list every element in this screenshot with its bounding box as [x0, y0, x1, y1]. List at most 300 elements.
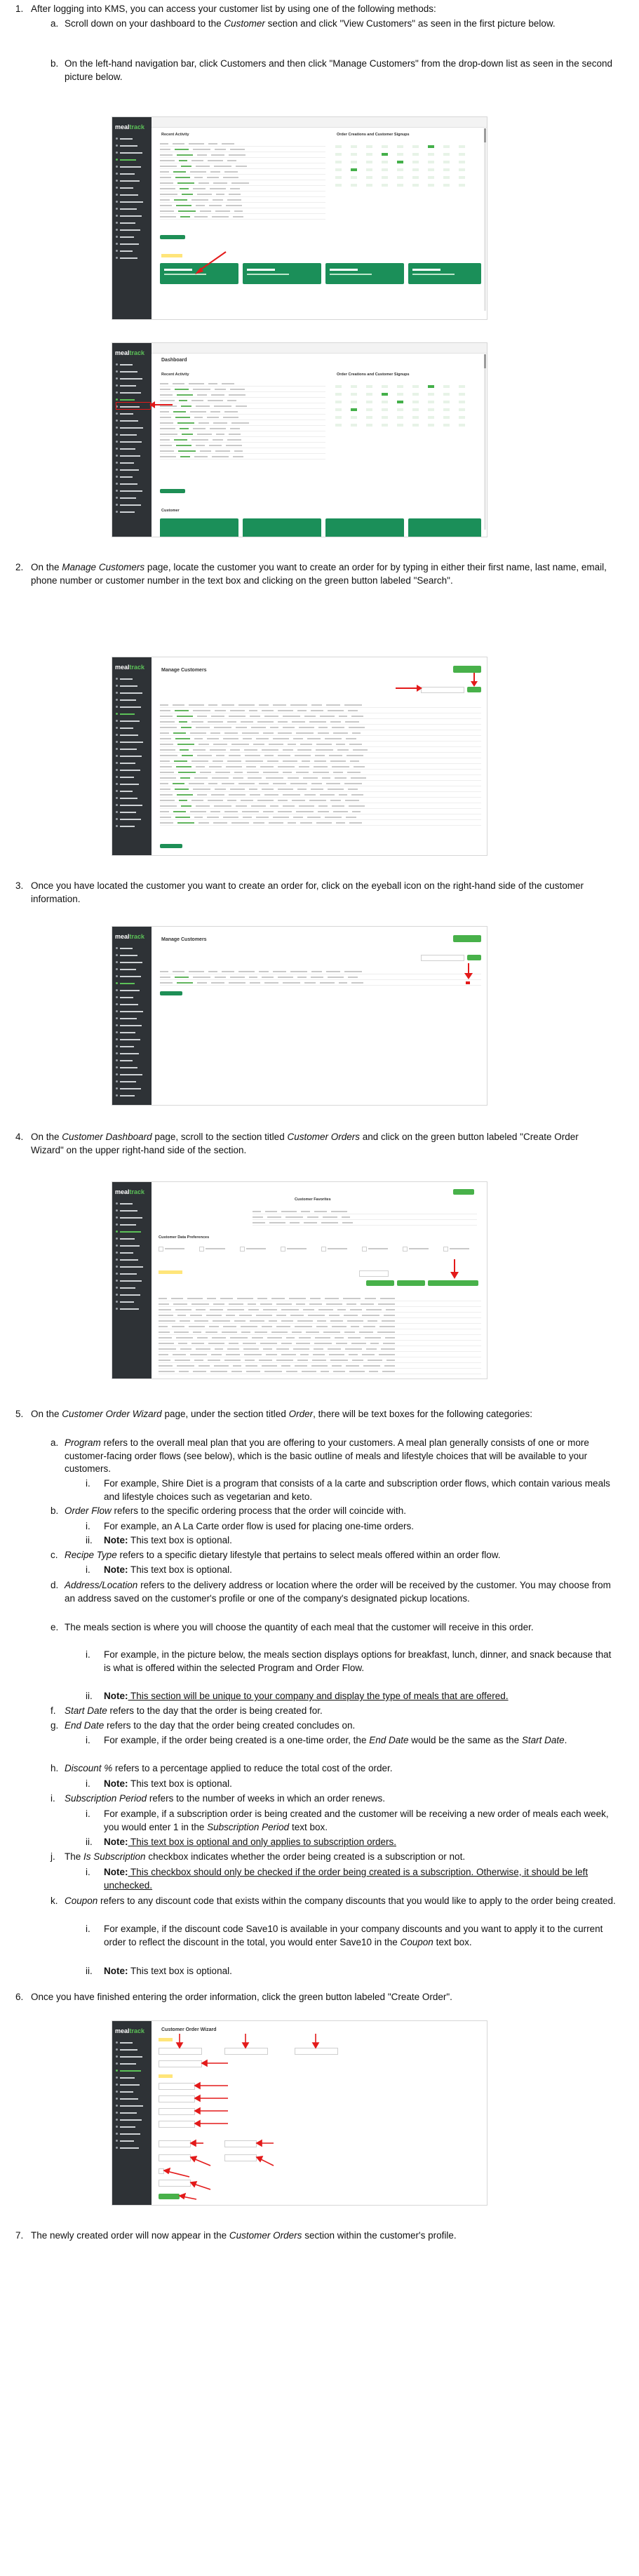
calendar-cell [351, 408, 357, 411]
table-row [159, 1301, 481, 1307]
calendar-cell [443, 176, 450, 179]
calendar-cell [397, 145, 403, 148]
table-row [160, 203, 325, 208]
sidebar-item[interactable] [116, 213, 148, 219]
sidebar [112, 343, 152, 537]
sidebar-item[interactable] [116, 746, 148, 752]
table-row [159, 1324, 481, 1329]
calendar-cell [459, 161, 465, 163]
calendar-cell [382, 385, 388, 388]
sidebar-item[interactable] [116, 502, 148, 508]
calendar-cell [366, 393, 372, 396]
sidebar-item[interactable] [116, 481, 148, 487]
red-arrows-icon [112, 2021, 487, 2205]
table-row [160, 214, 325, 220]
sidebar-item[interactable] [116, 1299, 148, 1305]
table-row [160, 809, 481, 814]
red-arrow-icon [462, 962, 476, 981]
manage-customers-highlight [116, 402, 151, 410]
preference-checkbox[interactable] [443, 1247, 448, 1252]
calendar-cell [459, 153, 465, 156]
table-row [253, 1214, 477, 1220]
export-button[interactable] [160, 844, 182, 848]
sidebar-item[interactable] [116, 1292, 148, 1298]
sidebar-item[interactable] [116, 676, 148, 682]
table-row [159, 1341, 481, 1346]
table-row [160, 426, 325, 431]
sidebar-item[interactable] [116, 1221, 148, 1228]
create-order-wizard-button[interactable] [428, 1280, 478, 1286]
calendar-cell [366, 424, 372, 427]
customer-meals-card[interactable] [325, 518, 404, 537]
sidebar-item[interactable] [116, 725, 148, 731]
logo: mealtrack [115, 933, 145, 940]
calendar-cell [366, 401, 372, 403]
sidebar-item[interactable] [116, 1256, 148, 1263]
table-row [160, 753, 481, 758]
sidebar-item[interactable] [116, 690, 148, 696]
calendar-cell [382, 408, 388, 411]
table-row [159, 1335, 481, 1341]
calendar-cell [443, 385, 450, 388]
sidebar-item[interactable] [116, 1092, 148, 1099]
calendar-cell [366, 153, 372, 156]
eye-icon[interactable] [466, 981, 470, 984]
sidebar-item[interactable] [116, 156, 148, 163]
calendar-cell [366, 161, 372, 163]
calendar-cell [412, 424, 419, 427]
sidebar-item[interactable] [116, 1214, 148, 1221]
sidebar-item[interactable] [116, 753, 148, 759]
sidebar-item[interactable] [116, 1078, 148, 1085]
sidebar-item[interactable] [116, 255, 148, 261]
preference-label [165, 1248, 184, 1249]
calendar-cell [382, 184, 388, 187]
sidebar-item[interactable] [116, 248, 148, 254]
calendar-cell [459, 393, 465, 396]
calendar-cell [443, 393, 450, 396]
dashboard-screenshot [112, 116, 487, 320]
table-row [253, 1209, 477, 1214]
sidebar-item[interactable] [116, 959, 148, 965]
sidebar-item[interactable] [116, 802, 148, 808]
preference-checkbox[interactable] [240, 1247, 245, 1252]
calendar-cell [412, 184, 419, 187]
calendar-cell [366, 168, 372, 171]
sidebar-item[interactable] [116, 795, 148, 801]
calendar-cell [382, 416, 388, 419]
sidebar-item[interactable] [116, 375, 148, 382]
red-arrow-icon [189, 249, 231, 277]
calendar-cell [397, 385, 403, 388]
calendar-cell [428, 385, 434, 388]
sidebar [112, 117, 152, 319]
document-page: 1. After logging into KMS, you can access your customer list by using one of the following methods: a. Scroll down on your dashboard to the Customer section and click "View Customers" as seen in the first picture below. b. On the left-hand navigation bar, click Customers and then click "Manage Customers" from the drop-down list as seen in the second picture below. mealtrack Recent Activity Order Creations and Customer Signups mealtrack Dashboard Recent Activity Order Creations and Customer Signups Customer 2. On the Manage Customers page, locate the customer you want to create an order for by typing in either their first name, last name, email, phone number or customer number in the text box and clicking on the green button labeled "Search". mealtrack Manage Customers 3. Once you have located the customer you want to create an order for, click on the eyeball icon on the right-hand side of the customer information. mealtrack Manage Customers 4. On the Customer Dashboard page, scroll to the section titled Customer Orders and click on the green button labeled "Create Order Wizard" on the upper right-hand side of the section. mealtrack Customer Favorites Customer Data Preferences 5. On the Customer Order Wizard page, under the section titled Order, there will be text boxes for the following categories: a. Program refers to the overall meal plan that you are offering to your customers. A meal plan generally consists of one or more customer-facing order flows (see below), which is the basic outline of meals and lifestyle choices that will be available to your customers. i. For example, Shire Diet is a program that consists of a la carte and subscription order flows, which contain various meals and lifestyle choices such as vegetarian and keto. b. Order Flow refers to the specific ordering process that the order will coincide with. i. For example, an A La Carte order flow is used for placing one-time orders. ii. Note: This text box is optional. c. Recipe Type refers to a specific dietary lifestyle that pertains to select meals offered within an order flow. i. Note: This text box is optional. d. Address/Location refers to the delivery address or location where the order will be received by the customer. You may choose from an address saved on the customer's profile or one of the company's designated pickup locations. e. The meals section is where you will choose the quantity of each meal that the customer will receive in this order. i. For example, in the picture below, the meals section displays options for breakfast, lunch, dinner, and snack because that is what is offered within the selected Program and Order Flow. ii. Note: This section will be unique to your company and display the type of meals that are offered. f. Start Date refers to the day that the order is being created for. g. End Date refers to the day that the order being created concludes on. i. For example, if the order being created is a one-time order, the End Date would be the same as the Start Date. h. Discount % refers to a percentage applied to reduce the total cost of the order. i. Note: This text box is optional. i. Subscription Period refers to the number of weeks in which an order renews. i. For example, if a subscription order is being created and the customer will be receiving a new order of meals each week, you would enter 1 in the Subscription Period text box. ii. Note: This text box is optional and only applies to subscription orders. j. The Is Subscription checkbox indicates whether the order being created is a subscription or not. i. Note: This checkbox should only be checked if the order being created is a subscription. Otherwise, it should be left unchecked. k. Coupon refers to any discount code that exists within the company discounts that you would like to apply to the order being created. i. For example, if the discount code Save10 is available in your company discounts and you want to apply it to the current order to reflect the discount in the total, you would enter Save10 in the Coupon text box. ii. Note: This text box is optional. 6. Once you have finished entering the order information, click the green button labeled "Create Order". mealtrack Customer Order Wizard 7. The newly created order will now appear in the Customer Orders section within the customer's profile. [15, 4, 616, 2241]
sidebar-item[interactable] [116, 1043, 148, 1049]
sidebar-item[interactable] [116, 697, 148, 703]
sidebar-item[interactable] [116, 1064, 148, 1071]
top-bar [152, 117, 487, 128]
calendar-cell [459, 401, 465, 403]
sidebar-item[interactable] [116, 417, 148, 424]
sidebar-item[interactable] [116, 368, 148, 375]
table-row [160, 403, 325, 409]
table-row [160, 775, 481, 781]
order-wizard-screenshot [112, 2020, 487, 2206]
sidebar-item[interactable] [116, 206, 148, 212]
red-arrow-icon [448, 1258, 462, 1280]
preference-checkbox[interactable] [403, 1247, 408, 1252]
sidebar-item[interactable] [116, 952, 148, 958]
sidebar-item[interactable] [116, 410, 148, 417]
sidebar-item[interactable] [116, 980, 148, 986]
sidebar-item[interactable] [116, 234, 148, 240]
calendar-cell [412, 401, 419, 403]
calendar-cell [397, 393, 403, 396]
calendar-cell [443, 153, 450, 156]
table-row [160, 736, 481, 742]
table-row [159, 1296, 481, 1301]
sidebar-item[interactable] [116, 1001, 148, 1007]
sidebar-item[interactable] [116, 452, 148, 459]
table-row [160, 381, 325, 387]
table-row [160, 764, 481, 770]
calendar-cell [335, 184, 342, 187]
preference-label [368, 1248, 388, 1249]
calendar-cell [412, 385, 419, 388]
search-button[interactable] [467, 955, 481, 960]
sidebar-item[interactable] [116, 509, 148, 515]
table-row [160, 158, 325, 163]
sidebar-item[interactable] [116, 220, 148, 226]
sidebar-item[interactable] [116, 1071, 148, 1078]
sidebar-item[interactable] [116, 1249, 148, 1256]
sidebar-item[interactable] [116, 767, 148, 773]
calendar-cell [443, 168, 450, 171]
new-customer-card[interactable] [243, 263, 321, 284]
table-row [160, 725, 481, 730]
calendar-cell [366, 176, 372, 179]
sidebar [112, 1182, 152, 1378]
customer-data-preferences-title: Customer Data Preferences [159, 1235, 210, 1240]
new-customer-card[interactable] [243, 518, 321, 537]
sidebar-item[interactable] [116, 389, 148, 396]
calendar-cell [459, 385, 465, 388]
sidebar-item[interactable] [116, 1277, 148, 1284]
customer-dashboard-screenshot [112, 1181, 487, 1379]
sidebar-item[interactable] [116, 760, 148, 766]
sidebar-item[interactable] [116, 994, 148, 1000]
sidebar-item[interactable] [116, 1015, 148, 1021]
customer-section-title: Customer [161, 509, 180, 513]
calendar-cell [335, 153, 342, 156]
calendar-cell [335, 408, 342, 411]
table-row [160, 197, 325, 203]
sidebar-item[interactable] [116, 192, 148, 198]
sidebar-item[interactable] [116, 781, 148, 787]
sidebar-item[interactable] [116, 135, 148, 142]
sidebar-item[interactable] [116, 185, 148, 191]
sidebar-item[interactable] [116, 361, 148, 368]
logo: mealtrack [115, 1188, 145, 1195]
calendar-cell [397, 176, 403, 179]
calendar-cell [366, 385, 372, 388]
calendar-cell [351, 153, 357, 156]
table-row [159, 1352, 481, 1357]
calendar-cell [412, 393, 419, 396]
sidebar-item[interactable] [116, 788, 148, 794]
table-row [160, 169, 325, 175]
view-more-button[interactable] [160, 489, 185, 493]
table-row [159, 1346, 481, 1352]
calendar-cell [382, 401, 388, 403]
calendar-cell [335, 385, 342, 388]
table-row [160, 409, 325, 415]
table-row [160, 781, 481, 786]
calendar-cell [366, 416, 372, 419]
calendar-cell [412, 416, 419, 419]
sidebar-item[interactable] [116, 431, 148, 438]
preference-label [450, 1248, 469, 1249]
sidebar-item[interactable] [116, 382, 148, 389]
preference-checkbox[interactable] [199, 1247, 204, 1252]
calendar-cell [459, 416, 465, 419]
calendar-cell [459, 424, 465, 427]
search-input[interactable] [421, 687, 464, 693]
sidebar-item[interactable] [116, 1008, 148, 1014]
calendar-cell [335, 168, 342, 171]
sidebar-item[interactable] [116, 1022, 148, 1028]
sidebar-item[interactable] [116, 1263, 148, 1270]
calendar-cell [397, 161, 403, 163]
view-customers-card[interactable] [160, 518, 238, 537]
sidebar-item[interactable] [116, 1050, 148, 1056]
calendar-cell [397, 168, 403, 171]
customer-favorites-title: Customer Favorites [295, 1198, 331, 1202]
calendar-cell [459, 145, 465, 148]
calendar-cell [412, 161, 419, 163]
calendar-cell [443, 161, 450, 163]
calendar-cell [335, 401, 342, 403]
sidebar-item[interactable] [116, 177, 148, 184]
preference-checkbox[interactable] [281, 1247, 285, 1252]
sidebar-item[interactable] [116, 488, 148, 494]
sidebar-item[interactable] [116, 809, 148, 815]
table-row [253, 1220, 477, 1226]
red-arrow-icon [469, 671, 480, 688]
order-action-button-2[interactable] [397, 1280, 425, 1286]
table-row [160, 820, 481, 826]
sidebar-item[interactable] [116, 987, 148, 993]
calendar-cell [428, 145, 434, 148]
sidebar-item[interactable] [116, 704, 148, 710]
table-row [160, 152, 325, 158]
sidebar-item[interactable] [116, 227, 148, 233]
sidebar-item[interactable] [116, 718, 148, 724]
table-row [160, 392, 325, 398]
sidebar-item[interactable] [116, 438, 148, 445]
table-row [159, 1357, 481, 1363]
calendar-cell [428, 161, 434, 163]
calendar-cell [382, 424, 388, 427]
preference-label [409, 1248, 429, 1249]
logo: mealtrack [115, 349, 145, 356]
sidebar-customers-screenshot [112, 342, 487, 537]
calendar-cell [459, 176, 465, 179]
sidebar-item[interactable] [116, 170, 148, 177]
calendar-cell [382, 176, 388, 179]
view-more-button[interactable] [160, 235, 185, 239]
calendar-cell [428, 393, 434, 396]
subscription-renewals-card[interactable] [408, 263, 481, 284]
sidebar-item[interactable] [116, 1306, 148, 1312]
table-row [160, 713, 481, 719]
sidebar-item[interactable] [116, 163, 148, 170]
customer-label-highlight [161, 254, 182, 257]
manage-customers-title: Manage Customers [161, 937, 207, 942]
calendar-cell [351, 184, 357, 187]
table-row [160, 147, 325, 152]
sidebar [112, 927, 152, 1105]
calendar-cell [335, 424, 342, 427]
sidebar-item[interactable] [116, 1057, 148, 1064]
table-row [160, 180, 325, 186]
manage-customers-title: Manage Customers [161, 668, 207, 673]
order-action-button[interactable] [366, 1280, 394, 1286]
export-button[interactable] [160, 991, 182, 995]
table-row [160, 192, 325, 197]
sidebar-item[interactable] [116, 459, 148, 466]
sidebar-item[interactable] [116, 1228, 148, 1235]
sidebar-item[interactable] [116, 711, 148, 717]
sidebar-item[interactable] [116, 823, 148, 829]
red-arrow-icon [393, 681, 424, 697]
order-wizard-title: Customer Order Wizard [161, 2027, 217, 2032]
calendar-cell [351, 416, 357, 419]
calendar-cell [351, 145, 357, 148]
calendar-cell [335, 416, 342, 419]
table-row [160, 448, 325, 454]
calendar-cell [397, 153, 403, 156]
calendar-cell [443, 424, 450, 427]
table-row [160, 702, 481, 708]
preference-checkbox[interactable] [159, 1247, 163, 1252]
sidebar-item[interactable] [116, 199, 148, 205]
calendar-cell [428, 184, 434, 187]
sidebar-item[interactable] [116, 1242, 148, 1249]
table-row [160, 443, 325, 448]
sidebar-item[interactable] [116, 1235, 148, 1242]
order-creations-title: Order Creations and Customer Signups [337, 133, 410, 137]
sidebar-item[interactable] [116, 683, 148, 689]
table-row [160, 719, 481, 725]
sidebar-item[interactable] [116, 966, 148, 972]
table-row [160, 208, 325, 214]
sidebar-item[interactable] [116, 424, 148, 431]
sidebar-item[interactable] [116, 1200, 148, 1207]
calendar-cell [397, 401, 403, 403]
sidebar-item[interactable] [116, 142, 148, 149]
sidebar-item[interactable] [116, 467, 148, 473]
sidebar-item[interactable] [116, 973, 148, 979]
table-row [160, 980, 481, 986]
calendar-cell [397, 416, 403, 419]
calendar-cell [428, 176, 434, 179]
table-row [160, 141, 325, 147]
preference-label [328, 1248, 347, 1249]
table-row [160, 186, 325, 192]
table-row [159, 1363, 481, 1369]
sidebar-item[interactable] [116, 732, 148, 738]
calendar-cell [428, 408, 434, 411]
sidebar-item[interactable] [116, 1207, 148, 1214]
table-row [160, 431, 325, 437]
calendar-cell [428, 168, 434, 171]
calendar-cell [443, 145, 450, 148]
calendar-cell [382, 145, 388, 148]
calendar-cell [412, 176, 419, 179]
calendar-cell [351, 168, 357, 171]
sidebar-item[interactable] [116, 241, 148, 247]
sidebar-item[interactable] [116, 445, 148, 452]
calendar-cell [428, 153, 434, 156]
sidebar-item[interactable] [116, 739, 148, 745]
sidebar-item[interactable] [116, 1270, 148, 1277]
calendar-cell [397, 408, 403, 411]
sidebar-item[interactable] [116, 945, 148, 951]
sidebar-item[interactable] [116, 149, 148, 156]
table-row [160, 770, 481, 775]
calendar-cell [335, 145, 342, 148]
sidebar-item[interactable] [116, 1284, 148, 1291]
sidebar-item[interactable] [116, 1085, 148, 1092]
preference-checkbox[interactable] [362, 1247, 367, 1252]
sidebar-item[interactable] [116, 816, 148, 822]
table-row [160, 742, 481, 747]
customer-meals-card[interactable] [325, 263, 404, 284]
edit-button[interactable] [453, 1189, 474, 1195]
table-row [160, 969, 481, 974]
sidebar-item[interactable] [116, 1036, 148, 1042]
calendar-cell [412, 153, 419, 156]
calendar-cell [443, 184, 450, 187]
table-row [160, 398, 325, 403]
calendar-cell [459, 184, 465, 187]
sidebar-item[interactable] [116, 774, 148, 780]
search-input[interactable] [421, 955, 464, 961]
calendar-cell [366, 145, 372, 148]
sidebar-item[interactable] [116, 474, 148, 480]
table-row [160, 730, 481, 736]
subscription-renewals-card[interactable] [408, 518, 481, 537]
recent-activity-title: Recent Activity [161, 133, 189, 137]
calendar-cell [443, 408, 450, 411]
dashboard-title: Dashboard [161, 358, 187, 363]
add-customer-button[interactable] [453, 935, 481, 942]
preference-checkbox[interactable] [321, 1247, 326, 1252]
date-filter-input[interactable] [359, 1270, 389, 1277]
table-row [160, 974, 481, 980]
logo: mealtrack [115, 123, 145, 130]
preference-label [246, 1248, 266, 1249]
sidebar-item[interactable] [116, 495, 148, 501]
sidebar-item[interactable] [116, 1029, 148, 1035]
table-row [159, 1313, 481, 1318]
table-row [160, 420, 325, 426]
table-row [160, 758, 481, 764]
calendar-cell [443, 416, 450, 419]
calendar-cell [335, 176, 342, 179]
